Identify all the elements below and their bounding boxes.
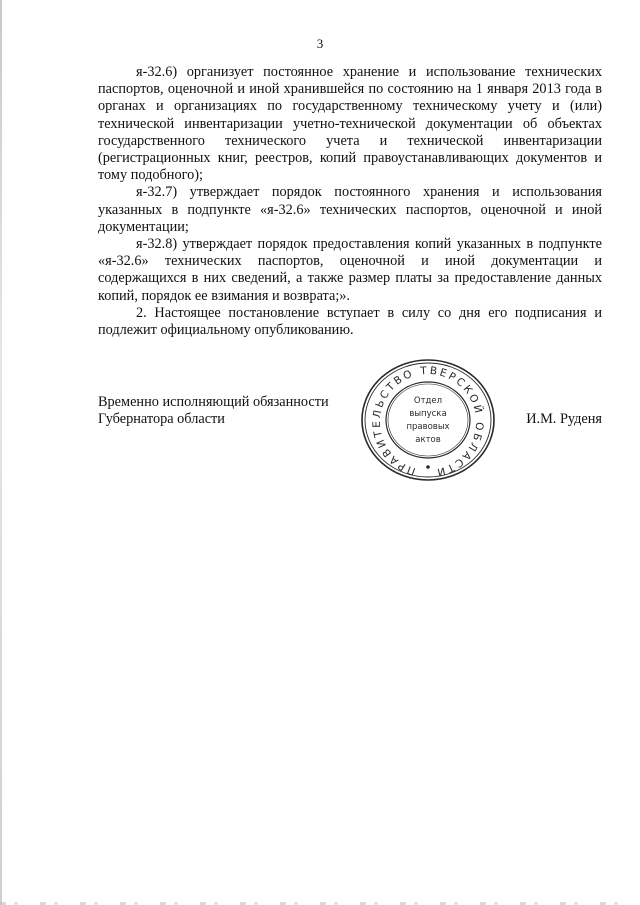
paragraph-ya-32-8: я-32.8) утверждает порядок предоставления копий указанных в подпункте «я-32.6» технических паспортов, оценочной и иной документации и содержащихся в них сведений, а также размер платы за предоставление данных копий, порядок ее взимания и возврата;». (98, 236, 602, 304)
signer-position-line-1: Временно исполняющий обязанности (98, 394, 329, 410)
document-body (98, 64, 602, 339)
signature-block (98, 394, 602, 484)
stamp-center-line-2: выпуска (409, 409, 447, 419)
stamp-center-line-1: Отдел (413, 396, 443, 406)
stamp-center-line-4: актов (415, 435, 441, 445)
stamp-ring-text: ПРАВИТЕЛЬСТВО ТВЕРСКОЙ ОБЛАСТИ (370, 364, 486, 479)
stamp-center-line-3: правовых (406, 422, 450, 432)
paragraph-ya-32-6: я-32.6) организует постоянное хранение и использование технических паспортов, оценочной и иной хранившейся по состоянию на 1 января 2013 года в органах и организациях по государственному техническому учету и (или) технической инвентаризации учетно-технической документации об объектах государственного технического учета и технической инвентаризации (регистрационных книг, реестров, копий правоустанавливающих документов и тому подобного); (98, 64, 602, 184)
signer-position-line-2: Губернатора области (98, 411, 225, 428)
signer-name: И.М. Руденя (526, 411, 602, 427)
paragraph-ya-32-7: я-32.7) утверждает порядок постоянного хранения и использования указанных в подпункте «я-32.6» технических паспортов, оценочной и иной документации; (98, 184, 602, 235)
scan-edge-left (0, 0, 2, 905)
signer-position (98, 394, 358, 428)
stamp-star-dot-icon (426, 465, 430, 469)
page-number: 3 (316, 36, 324, 51)
stamp-seal-icon (358, 356, 498, 484)
official-stamp (358, 356, 498, 484)
paragraph-effective-date: 2. Настоящее постановление вступает в силу со дня его подписания и подлежит официальному опубликованию. (98, 304, 602, 339)
